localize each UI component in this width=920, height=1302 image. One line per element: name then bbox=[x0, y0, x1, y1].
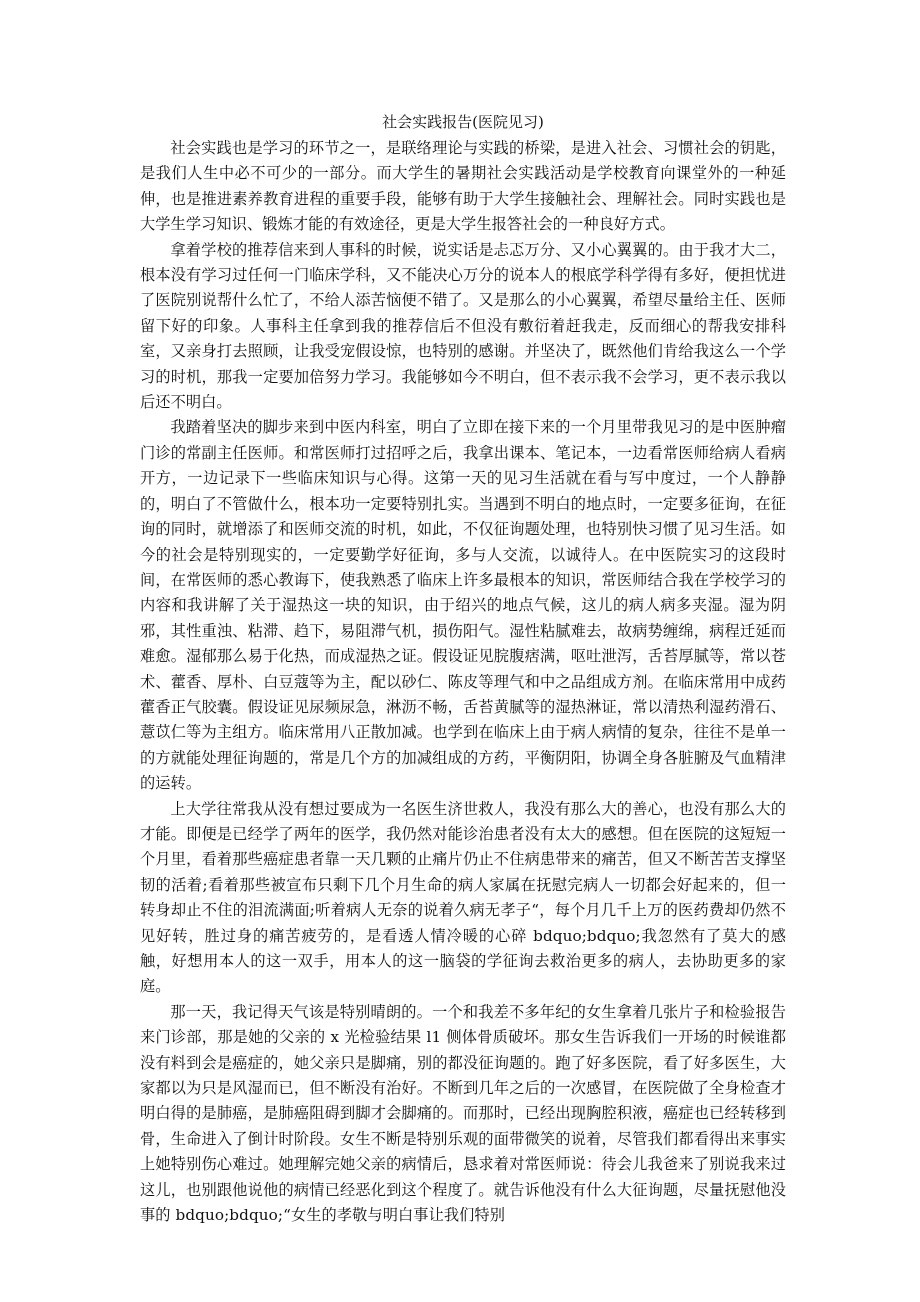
paragraph: 上大学往常我从没有想过要成为一名医生济世救人，我没有那么大的善心，也没有那么大的才能。即便是已经学了两年的医学，我仍然对能诊治患者没有太大的感想。但在医院的这短短一个月里，看着那些癌症患者靠一天几颗的止痛片仍止不住病患带来的痛苦，但又不断苦苦支撑坚韧的活着;看着那些被宣布只剩下几个月生命的病人家属在抚慰完病人一切都会好起来的，但一转身却止不住的泪流满面;听着病人无奈的说着久病无孝子“，每个月几千上万的医药费却仍然不见好转，胜过身的痛苦疲劳的，是看透人情冷暖的心碎 bdquo;bdquo;我忽然有了莫大的感触，好想用本人的这一双手，用本人的这一脑袋的学征询去救治更多的病人，去协助更多的家庭。 bbox=[140, 799, 786, 996]
document-page bbox=[140, 110, 786, 1228]
paragraph: 那一天，我记得天气该是特别晴朗的。一个和我差不多年纪的女生拿着几张片子和检验报告来门诊部，那是她的父亲的 x 光检验结果 l1 侧体骨质破坏。那女生告诉我们一开场的时候谁都没有料到会是癌症的，她父亲只是脚痛，别的都没征询题的。跑了好多医院，看了好多医生，大家都以为只是风湿而已，但不断没有治好。不断到几年之后的一次感冒，在医院做了全身检查才明白得的是肺癌，是肺癌阻碍到脚才会脚痛的。而那时，已经出现胸腔积液，癌症也已经转移到骨，生命进入了倒计时阶段。女生不断是特别乐观的面带微笑的说着，尽管我们都看得出来事实上她特别伤心难过。她理解完她父亲的病情后，恳求着对常医师说：待会儿我爸来了别说我来过这儿，也别跟他说他的病情已经恶化到这个程度了。就告诉他没有什么大征询题，尽量抚慰他没事的 bdquo;bdquo;“女生的孝敬与明白事让我们特别 bbox=[140, 1002, 786, 1225]
paragraph: 社会实践也是学习的环节之一，是联络理论与实践的桥梁，是进入社会、习惯社会的钥匙，是我们人生中必不可少的一部分。而大学生的暑期社会实践活动是学校教育向课堂外的一种延伸，也是推进素养教育进程的重要手段，能够有助于大学生接触社会、理解社会。同时实践也是大学生学习知识、锻炼才能的有效途径，更是大学生报答社会的一种良好方式。 bbox=[140, 139, 786, 234]
paragraph: 拿着学校的推荐信来到人事科的时候，说实话是忐忑万分、又小心翼翼的。由于我才大二，根本没有学习过任何一门临床学科，又不能决心万分的说本人的根底学科学得有多好，便担忧进了医院别说帮什么忙了，不给人添苦恼便不错了。又是那么的小心翼翼，希望尽量给主任、医师留下好的印象。人事科主任拿到我的推荐信后不但没有敷衍着赶我走，反而细心的帮我安排科室，又亲身打去照顾，让我受宠假设惊，也特别的感谢。并坚决了，既然他们肯给我这么一个学习的时机，那我一定要加倍努力学习。我能够如今不明白，但不表示我不会学习，更不表示我以后还不明白。 bbox=[140, 240, 786, 412]
document-title: 社会实践报告(医院见习) bbox=[382, 113, 544, 131]
paragraph: 我踏着坚决的脚步来到中医内科室，明白了立即在接下来的一个月里带我见习的是中医肿瘤门诊的常副主任医师。和常医师打过招呼之后，我拿出课本、笔记本，一边看常医师给病人看病开方，一边记录下一些临床知识与心得。这第一天的见习生活就在看与写中度过，一个人静静的，明白了不管做什么，根本功一定要特别扎实。当遇到不明白的地点时，一定要多征询，在征询的同时，就增添了和医师交流的时机，如此，不仅征询题处理，也特别快习惯了见习生活。如今的社会是特别现实的，一定要勤学好征询，多与人交流，以诚待人。在中医院实习的这段时间，在常医师的悉心教诲下，使我熟悉了临床上许多最根本的知识，常医师结合我在学校学习的内容和我讲解了关于湿热这一块的知识，由于绍兴的地点气候，这儿的病人病多夹湿。湿为阴邪，其性重浊、粘滞、趋下，易阻滞气机，损伤阳气。湿性粘腻难去，故病势缠绵，病程迁延而难愈。湿郁那么易于化热，而成湿热之证。假设证见脘腹痞满，呕吐泄泻，舌苔厚腻等，常以苍术、藿香、厚朴、白豆蔻等为主，配以砂仁、陈皮等理气和中之品组成方剂。在临床常用中成药藿香正气胶囊。假设证见尿频尿急，淋沥不畅，舌苔黄腻等的湿热淋证，常以清热利湿药滑石、薏苡仁等为主组方。临床常用八正散加减。也学到在临床上由于病人病情的复杂，往往不是单一的方就能处理征询题的，常是几个方的加减组成的方药，平衡阴阳，协调全身各脏腑及气血精津的运转。 bbox=[140, 418, 786, 793]
